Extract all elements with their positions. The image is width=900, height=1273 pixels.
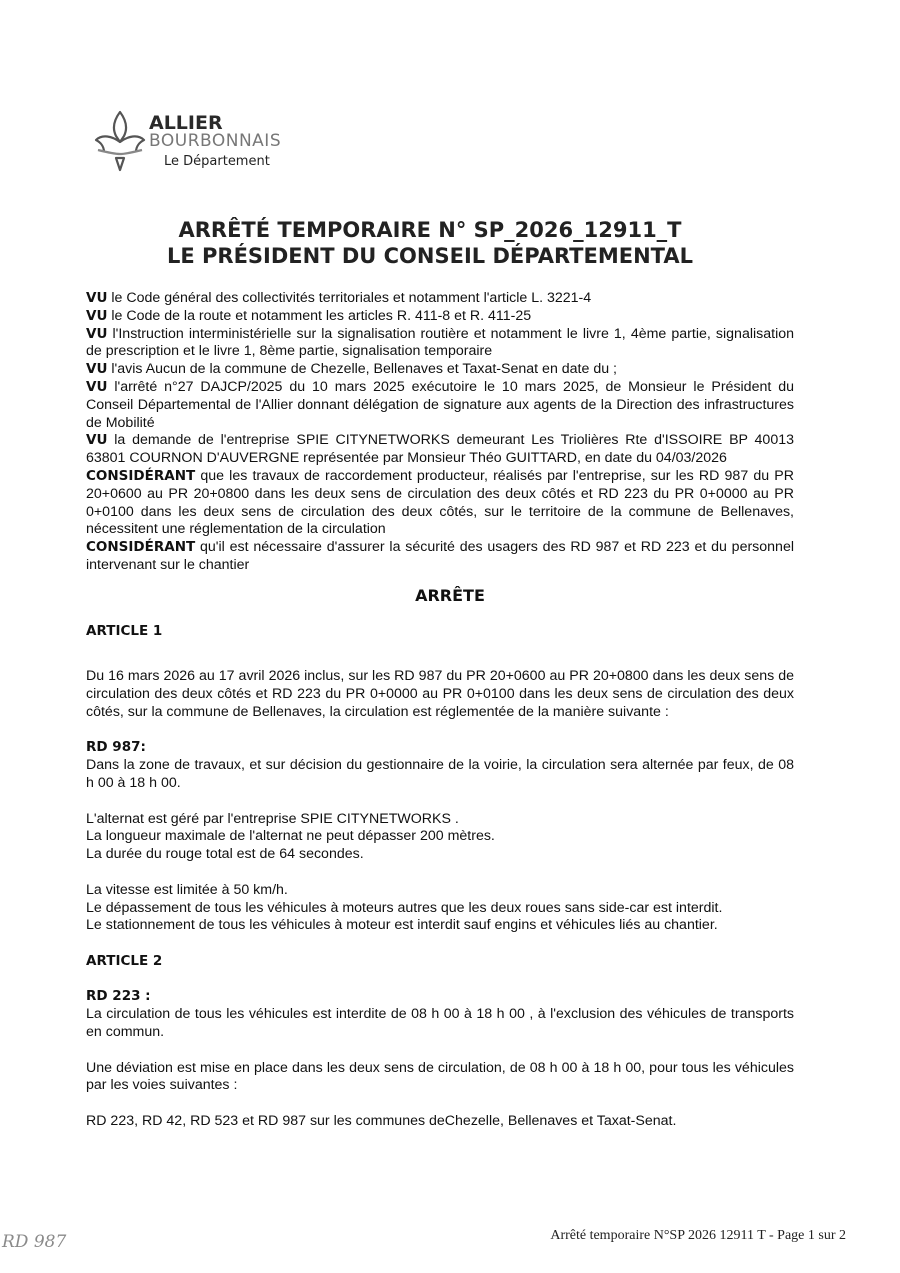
department-logo	[92, 108, 352, 178]
rd987-text: Dans la zone de travaux, et sur décision du gestionnaire de la voirie, la circulation sera alternée par feux, de 08 h 00 à 18 h 00.	[86, 757, 794, 791]
preamble-item: VU l'Instruction interministérielle sur la signalisation routière et notamment le livre 1, 4ème partie, signalisation de prescription et le livre 1, 8ème partie, signalisation temporaire	[86, 325, 794, 360]
rd223-text: La circulation de tous les véhicules est interdite de 08 h 00 à 18 h 00 , à l'exclusion des véhicules de transports en commun.	[86, 1006, 794, 1041]
preamble-item: CONSIDÉRANT que les travaux de raccordement producteur, réalisés par l'entreprise, sur les RD 987 du PR 20+0600 au PR 20+0800 dans les deux sens de circulation des deux côtés et RD 223 du PR 0+0000 au PR 0+0100 dans les deux sens de circulation des deux côtés, sur le territoire de la commune de Bellenaves, nécessitent une réglementation de la circulation	[86, 467, 794, 538]
arrete-heading: ARRÊTE	[415, 585, 485, 605]
logo-line-departement: Le Département	[164, 154, 270, 169]
road-heading-rd223: RD 223 :	[86, 988, 151, 1005]
deviation-text: Une déviation est mise en place dans les deux sens de circulation, de 08 h 00 à 18 h 00, pour tous les véhicules par les voies suivantes :	[86, 1059, 794, 1094]
page-footer: Arrêté temporaire N°SP 2026 12911 T - Page 1 sur 2	[550, 1228, 846, 1243]
decree-title: ARRÊTÉ TEMPORAIRE N° SP_2026_12911_T	[178, 218, 682, 242]
preamble-item: VU l'avis Aucun de la commune de Chezelle, Bellenaves et Taxat-Senat en date du ;	[86, 361, 617, 378]
logo-line-bourbonnais: BOURBONNAIS	[149, 131, 282, 151]
preamble-item: VU l'arrêté n°27 DAJCP/2025 du 10 mars 2025 exécutoire le 10 mars 2025, de Monsieur le Président du Conseil Départemental de l'Allier donnant délégation de signature aux agents de la Direction des infrastructures de Mobilité	[86, 378, 794, 431]
alternat-manager: L'alternat est géré par l'entreprise SPIE CITYNETWORKS .	[86, 810, 459, 827]
speed-limit: La vitesse est limitée à 50 km/h.	[86, 881, 288, 898]
president-title: LE PRÉSIDENT DU CONSEIL DÉPARTEMENTAL	[166, 244, 693, 268]
article-1-intro: Du 16 mars 2026 au 17 avril 2026 inclus, sur les RD 987 du PR 20+0600 au PR 20+0800 dans les deux sens de circulation des deux côtés et RD 223 du PR 0+0000 au PR 0+0100 dans les deux sens de circulation des deux côtés, sur la commune de Bellenaves, la circulation est réglementée de la manière suivante :	[86, 668, 794, 720]
overtaking-ban: Le dépassement de tous les véhicules à moteurs autres que les deux roues sans side-car est interdit.	[86, 899, 723, 916]
handwritten-note: RD 987	[2, 1232, 67, 1252]
alternat-length: La longueur maximale de l'alternat ne peut dépasser 200 mètres.	[86, 828, 495, 845]
red-duration: La durée du rouge total est de 64 secondes.	[86, 846, 364, 863]
article-2-heading: ARTICLE 2	[86, 952, 163, 969]
preamble-item: VU le Code de la route et notamment les articles R. 411-8 et R. 411-25	[86, 307, 532, 324]
logo-line-allier: ALLIER	[149, 112, 223, 134]
fleur-de-lis-icon	[92, 110, 148, 176]
article-1-heading: ARTICLE 1	[86, 622, 163, 639]
decree-body	[86, 290, 794, 1131]
preamble-item: VU le Code général des collectivités territoriales et notamment l'article L. 3221-4	[86, 290, 592, 306]
road-heading-rd987: RD 987:	[86, 739, 146, 756]
preamble-item: CONSIDÉRANT qu'il est nécessaire d'assurer la sécurité des usagers des RD 987 et RD 223 et du personnel intervenant sur le chantier	[86, 539, 794, 573]
deviation-routes: RD 223, RD 42, RD 523 et RD 987 sur les communes deChezelle, Bellenaves et Taxat-Senat.	[86, 1113, 677, 1130]
parking-ban: Le stationnement de tous les véhicules à moteur est interdit sauf engins et véhicules liés au chantier.	[86, 917, 718, 934]
preamble-item: VU la demande de l'entreprise SPIE CITYNETWORKS demeurant Les Triolières Rte d'ISSOIRE BP 40013 63801 COURNON D'AUVERGNE représentée par Monsieur Théo GUITTARD, en date du 04/03/2026	[86, 432, 794, 467]
